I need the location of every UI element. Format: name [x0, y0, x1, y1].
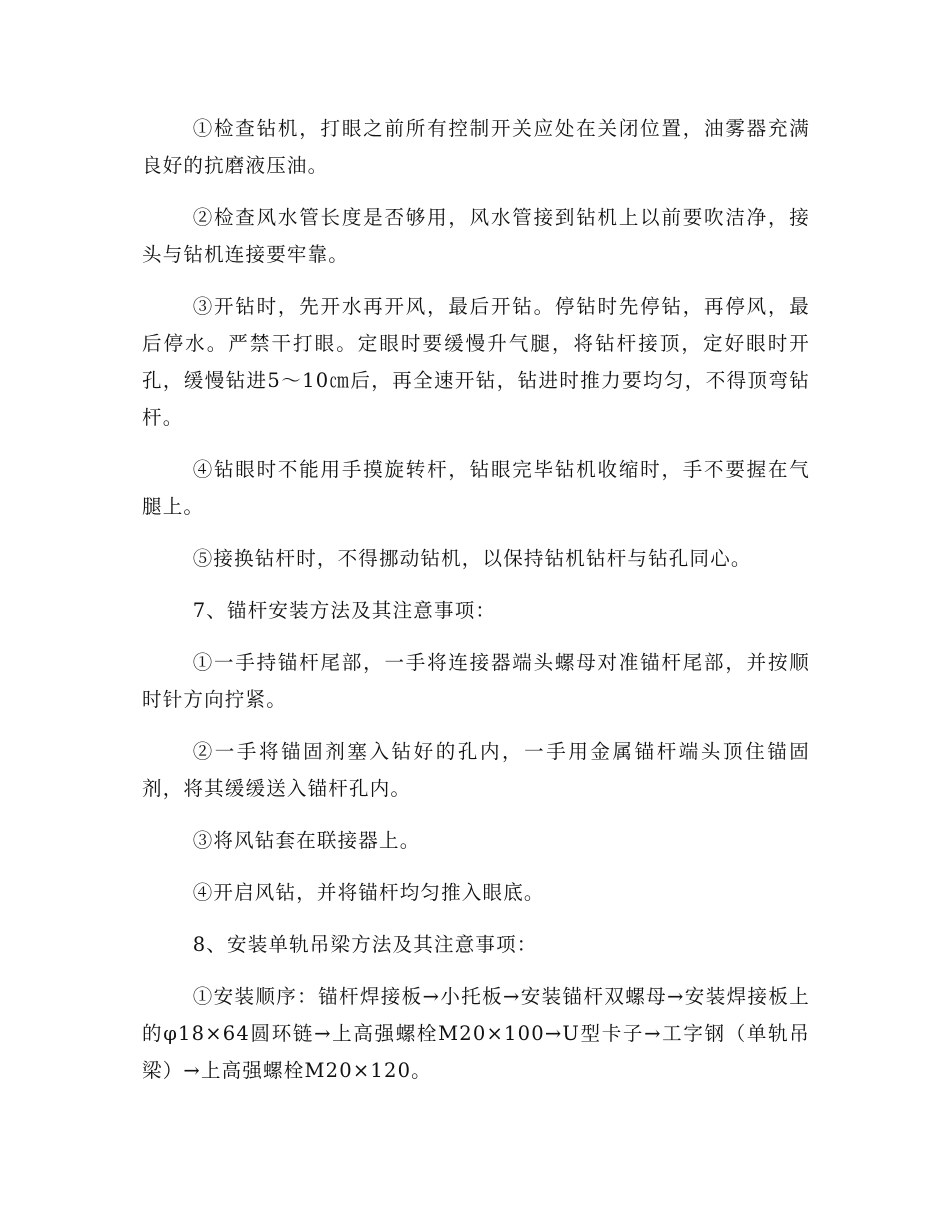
paragraph-anchor-step-4: ④开启风钻，并将锚杆均匀推入眼底。 — [192, 881, 545, 904]
section-heading-anchor-install: 7、锚杆安装方法及其注意事项： — [192, 599, 497, 622]
paragraph-install-sequence: ①安装顺序：锚杆焊接板→小托板→安装锚杆双螺母→安装焊接板上的φ18×64圆环链→上高强螺栓M20×100→U型卡子→工字钢（单轨吊梁）→上高强螺栓M20×120。 — [142, 985, 810, 1082]
paragraph-check-hoses: ②检查风水管长度是否够用，风水管接到钻机上以前要吹洁净，接头与钻机连接要牢靠。 — [142, 206, 810, 266]
paragraph-anchor-step-1: ①一手持锚杆尾部，一手将连接器端头螺母对准锚杆尾部，并按顺时针方向拧紧。 — [142, 651, 810, 711]
paragraph-change-rod: ⑤接换钻杆时，不得挪动钻机，以保持钻机钻杆与钻孔同心。 — [192, 547, 752, 570]
paragraph-anchor-step-2: ②一手将锚固剂塞入钻好的孔内，一手用金属锚杆端头顶住锚固剂，将其缓缓送入锚杆孔内。 — [142, 740, 810, 800]
document-body — [142, 110, 810, 1104]
paragraph-check-drill: ①检查钻机，打眼之前所有控制开关应处在关闭位置，油雾器充满良好的抗磨液压油。 — [142, 117, 810, 177]
paragraph-anchor-step-3: ③将风钻套在联接器上。 — [192, 829, 421, 852]
paragraph-start-drilling: ③开钻时，先开水再开风，最后开钻。停钻时先停钻，再停风，最后停水。严禁干打眼。定眼时要缓慢升气腿，将钻杆接顶，定好眼时开孔，缓慢钻进5～10㎝后，再全速开钻，钻进时推力要均匀，不得顶弯钻杆。 — [142, 295, 810, 429]
section-heading-monorail-install: 8、安装单轨吊梁方法及其注意事项： — [192, 933, 538, 956]
paragraph-drilling-safety: ④钻眼时不能用手摸旋转杆，钻眼完毕钻机收缩时，手不要握在气腿上。 — [142, 458, 810, 518]
